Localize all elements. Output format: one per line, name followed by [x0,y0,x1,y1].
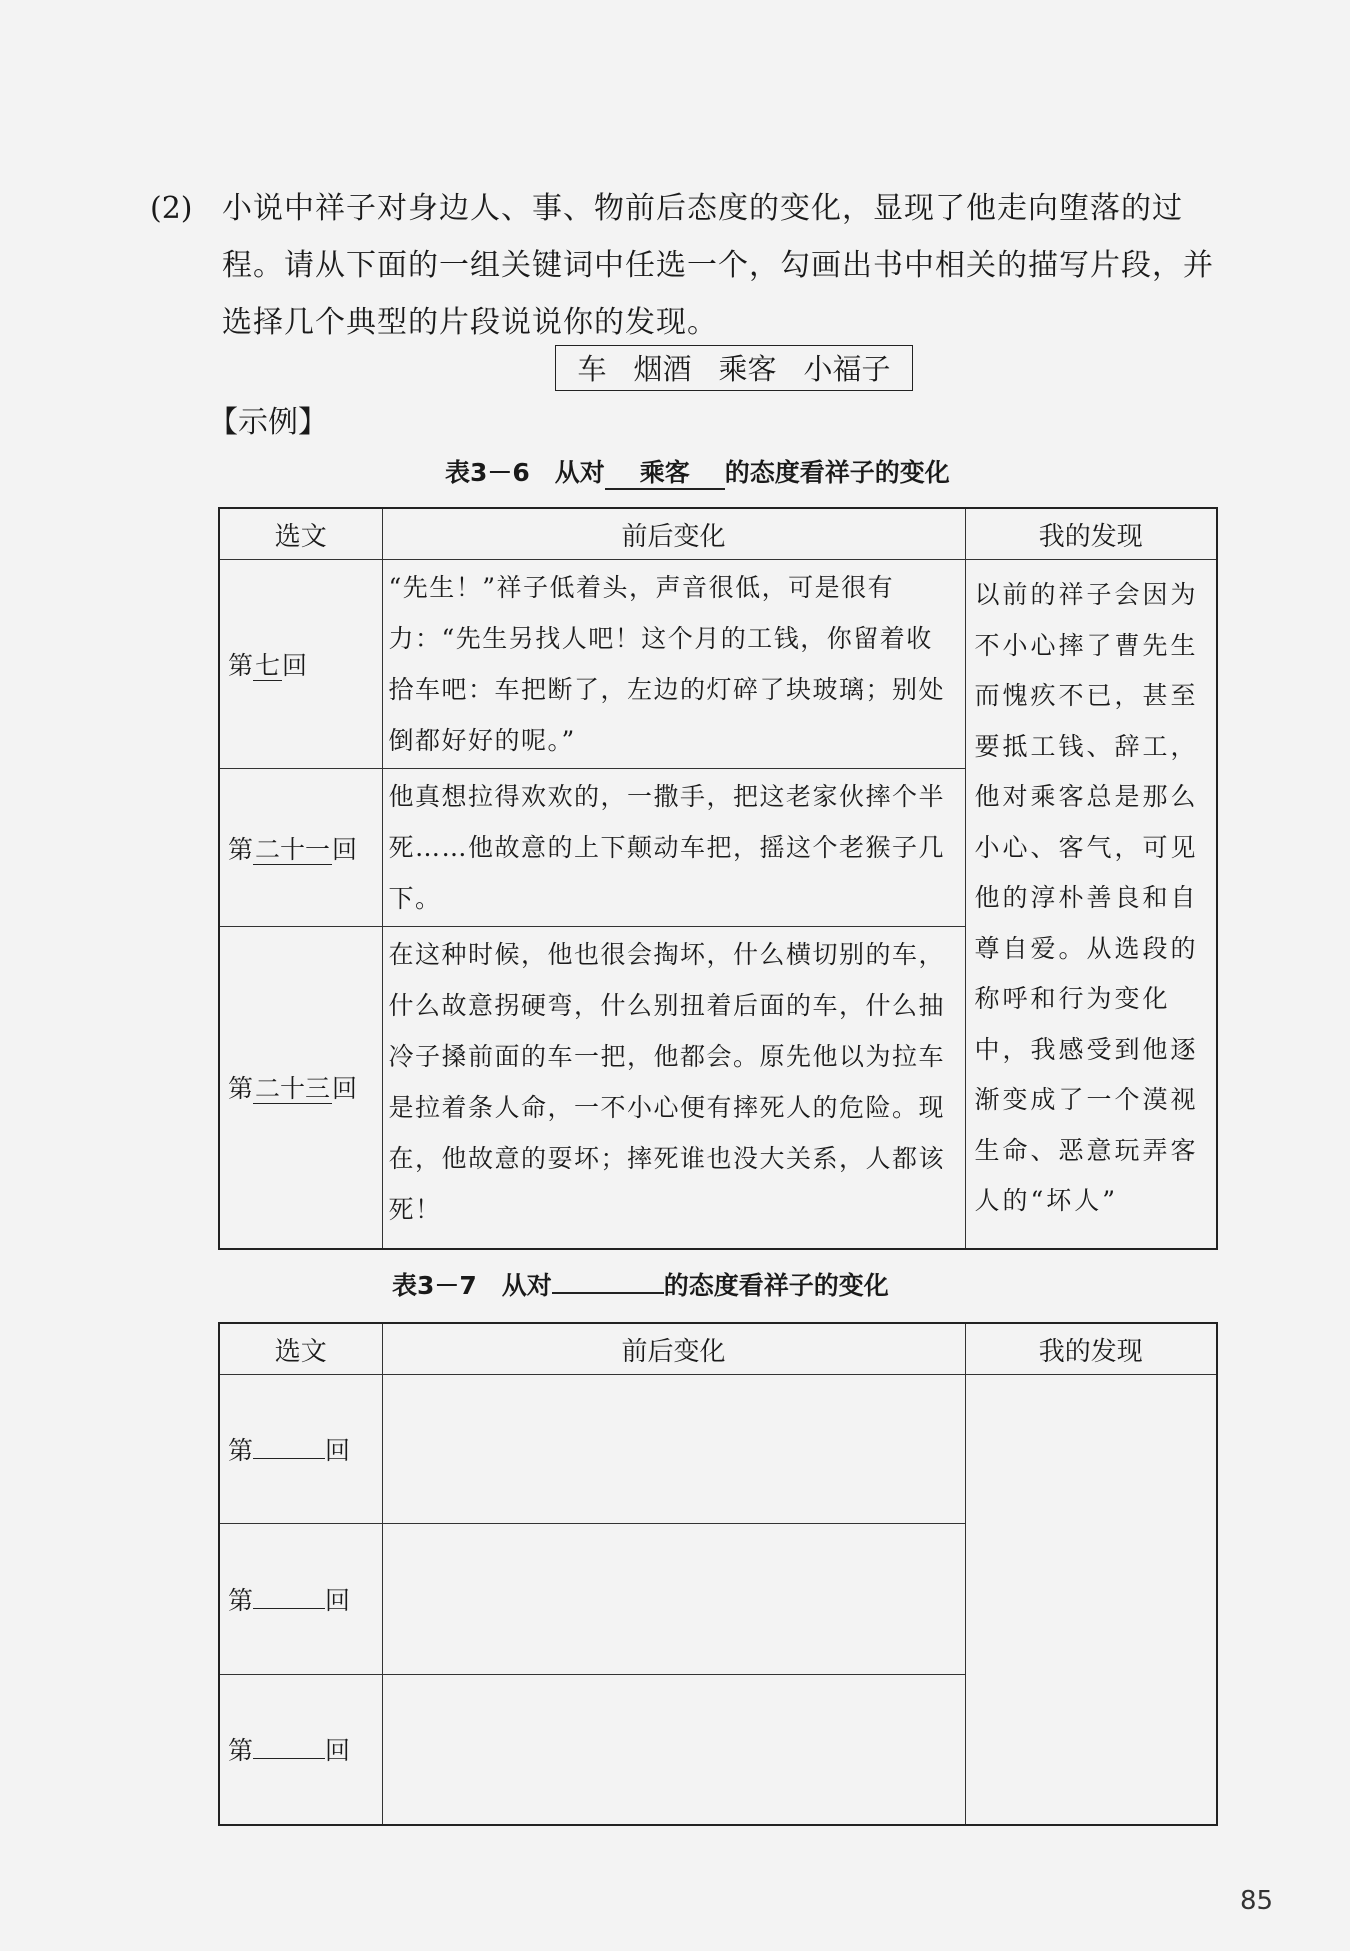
table2-caption [392,1268,889,1304]
question-number: (2) [150,191,193,226]
caption-suffix: 的态度看祥子的变化 [663,1271,889,1300]
chapter-cell: 第二十一回 [219,769,382,927]
caption-suffix: 的态度看祥子的变化 [724,458,950,487]
keyword: 烟酒 [633,352,692,386]
keyword: 车 [577,352,607,386]
table-header-row [219,508,1217,560]
question-text: 小说中祥子对身边人、事、物前后态度的变化，显现了他走向堕落的过程。请从下面的一组关键词中任选一个，勾画出书中相关的描写片段，并选择几个典型的片段说说你的发现。 [222,191,1214,340]
chapter-cell: 第七回 [219,560,382,769]
chapter-number: 七 [255,651,281,680]
table1-caption [445,455,950,491]
chapter-cell[interactable]: 第 回 [219,1675,382,1825]
finding-answer-cell[interactable] [965,1375,1217,1825]
header-cell: 前后变化 [382,508,965,560]
chapter-number: 二十三 [255,1074,331,1104]
chapter-cell: 第二十三回 [219,927,382,1249]
keyword-box [555,345,913,391]
header-cell: 选文 [219,508,382,560]
keyword: 乘客 [718,352,777,386]
passage-answer-cell[interactable] [382,1675,965,1825]
passage-cell: 在这种时候，他也很会掏坏，什么横切别的车，什么故意拐硬弯，什么别扭着后面的车，什么抽冷子搡前面的车一把，他都会。原先他以为拉车是拉着条人命，一不小心便有摔死人的危险。现在，他故意的耍坏；摔死谁也没大关系，人都该死！ [382,927,965,1249]
answer-table [218,1322,1218,1826]
header-cell: 前后变化 [382,1323,965,1375]
example-label: 【示例】 [208,405,328,440]
chapter-blank[interactable] [253,1607,325,1609]
passage-answer-cell[interactable] [382,1524,965,1675]
passage-answer-cell[interactable] [382,1375,965,1524]
passage-cell: “先生！”祥子低着头，声音很低，可是很有力：“先生另找人吧！这个月的工钱，你留着收拾车吧：车把断了，左边的灯碎了块玻璃；别处倒都好好的呢。” [382,560,965,769]
keyword: 小福子 [803,352,891,386]
table-header-row [219,1323,1217,1375]
caption-blank: 乘客 [605,458,725,490]
chapter-blank[interactable] [253,1457,325,1459]
chapter-number: 二十一 [255,834,331,864]
chapter-cell[interactable]: 第 回 [219,1375,382,1524]
question-block [150,180,1230,351]
finding-cell: 以前的祥子会因为不小心摔了曹先生而愧疚不已，甚至要抵工钱、辞工，他对乘客总是那么小心、客气，可见他的淳朴善良和自尊自爱。从选段的称呼和行为变化中，我感受到他逐渐变成了一个漠视生命、恶意玩弄客人的“坏人” [965,560,1217,1249]
table-row [219,1375,1217,1524]
header-cell: 我的发现 [965,1323,1217,1375]
caption-prefix: 表3－7 从对 [392,1271,552,1300]
caption-prefix: 表3－6 从对 [445,458,605,487]
chapter-blank[interactable] [253,1757,325,1759]
passage-cell: 他真想拉得欢欢的，一撒手，把这老家伙摔个半死……他故意的上下颠动车把，摇这个老猴子几下。 [382,769,965,927]
header-cell: 我的发现 [965,508,1217,560]
caption-blank[interactable] [552,1292,664,1294]
chapter-cell[interactable]: 第 回 [219,1524,382,1675]
example-table [218,507,1218,1250]
table-row [219,560,1217,769]
header-cell: 选文 [219,1323,382,1375]
page-number: 85 [1240,1886,1274,1916]
